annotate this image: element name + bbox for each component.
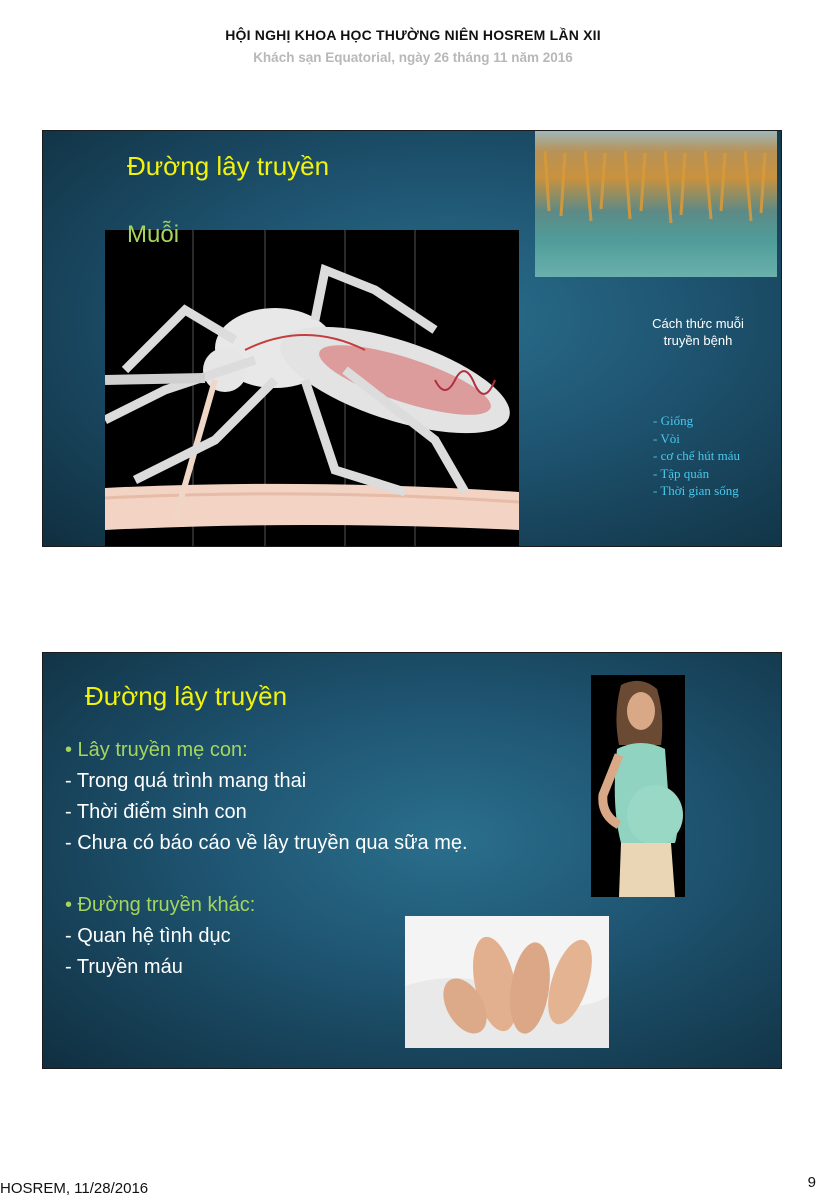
mosquito-illustration <box>105 230 519 547</box>
slide2-line: - Chưa có báo cáo về lây truyền qua sữa mẹ. <box>65 832 468 854</box>
slide2-line: - Thời điểm sinh con <box>65 801 247 823</box>
couple-feet-photo <box>405 916 609 1048</box>
slide2-heading-mother-child: • Lây truyền mẹ con: <box>65 739 248 761</box>
slide1-caption <box>618 315 778 349</box>
slide1-subtitle: Muỗi <box>127 221 180 248</box>
list-item: - cơ chế hút máu <box>653 448 741 463</box>
conference-title: HỘI NGHỊ KHOA HỌC THƯỜNG NIÊN HOSREM LẦN XII <box>225 27 601 43</box>
caption-line-2: truyền bệnh <box>663 333 733 348</box>
page-number: 9 <box>807 1174 816 1191</box>
slide2-line: - Truyền máu <box>65 956 183 978</box>
conference-subtitle: Khách sạn Equatorial, ngày 26 tháng 11 năm 2016 <box>253 50 573 65</box>
slide2-line: - Trong quá trình mang thai <box>65 770 307 792</box>
mosquito-larvae-photo <box>535 131 777 277</box>
slide-transmission <box>42 652 782 1069</box>
slide2-title: Đường lây truyền <box>85 681 288 711</box>
slide2-heading-other-routes: • Đường truyền khác: <box>65 894 256 916</box>
list-item: - Thời gian sống <box>653 483 739 498</box>
caption-line-1: Cách thức muỗi <box>652 316 744 331</box>
list-item: - Tập quán <box>653 465 710 481</box>
footer-date: HOSREM, 11/28/2016 <box>0 1180 149 1197</box>
slide2-line: - Quan hệ tình dục <box>65 925 231 947</box>
slide1-bullet-list <box>653 412 740 500</box>
list-item: - Vòi <box>653 430 680 446</box>
list-item: - Giống <box>653 413 694 428</box>
slide1-title: Đường lây truyền <box>127 151 330 181</box>
pregnant-woman-illustration <box>591 675 685 897</box>
slide-mosquito <box>42 130 782 547</box>
